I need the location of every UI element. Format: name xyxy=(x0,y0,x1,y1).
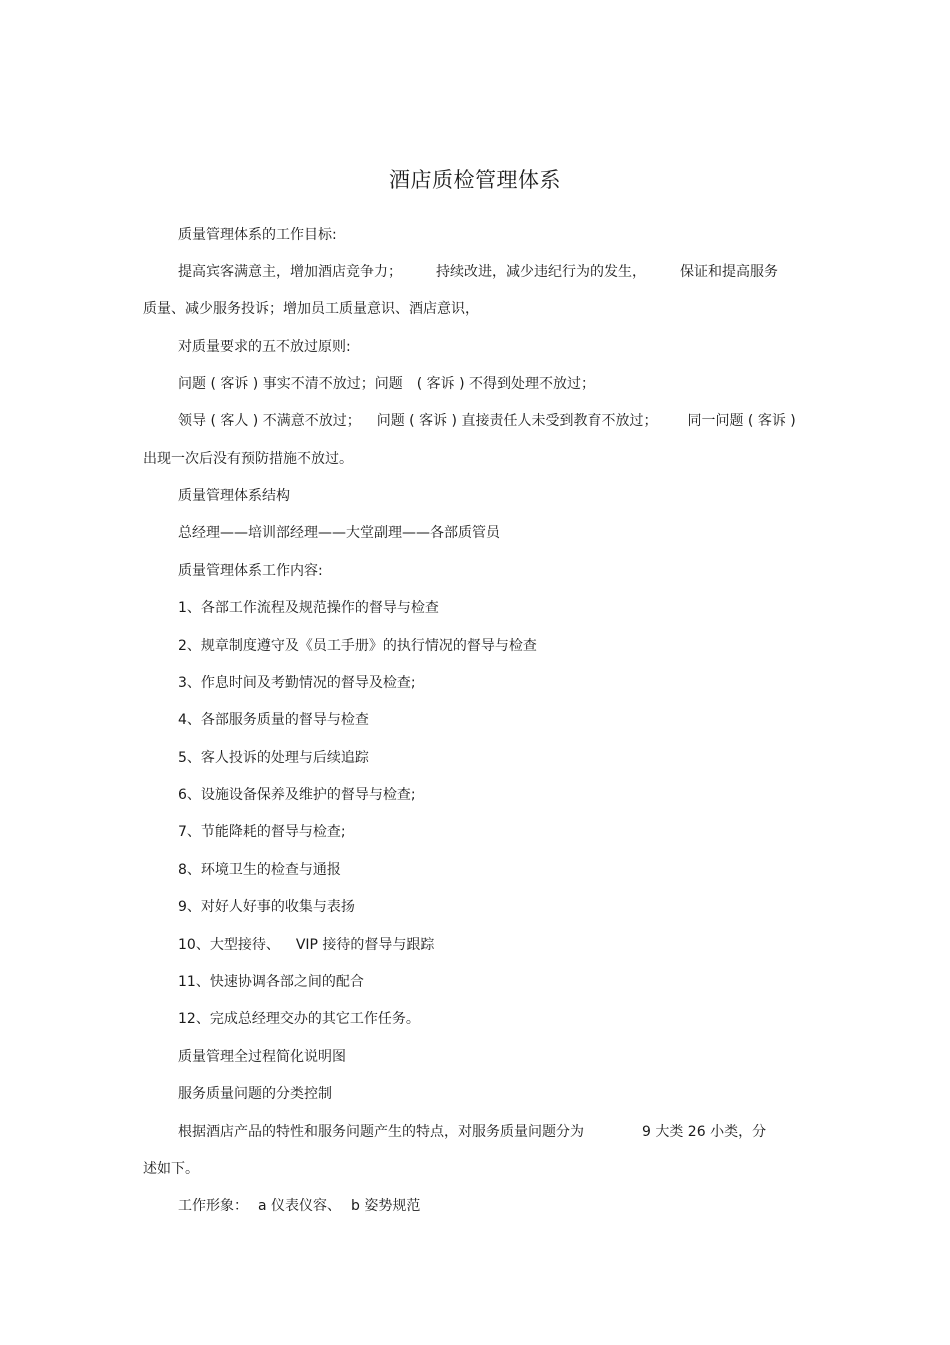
classification-heading: 服务质量问题的分类控制 xyxy=(178,1086,332,1102)
content-item-7: 7、节能降耗的督导与检查; xyxy=(178,824,346,840)
goals-line-1 xyxy=(178,262,778,282)
work-image-line-part-2: a 仪表仪容、 xyxy=(258,1198,342,1214)
work-image-line-part-3: b 姿势规范 xyxy=(351,1198,421,1214)
content-item-4: 4、各部服务质量的督导与检查 xyxy=(178,712,369,728)
classification-line-2: 述如下。 xyxy=(143,1161,199,1177)
goals-line-1-part-3: 保证和提高服务 xyxy=(680,264,778,280)
content-item-10-part-2: VIP 接待的督导与跟踪 xyxy=(295,937,435,953)
principles-line-1-part-2: ( 客诉 ) 不得到处理不放过； xyxy=(416,376,596,392)
document-title: 酒店质检管理体系 xyxy=(389,168,561,192)
flow-heading: 质量管理全过程简化说明图 xyxy=(178,1049,346,1065)
content-heading: 质量管理体系工作内容: xyxy=(178,563,323,579)
classification-line-1-part-2: 9 大类 26 小类，分 xyxy=(642,1124,767,1140)
content-item-10 xyxy=(178,935,434,955)
principles-line-2-part-1: 领导 ( 客人 ) 不满意不放过； xyxy=(178,413,361,429)
goals-heading: 质量管理体系的工作目标: xyxy=(178,227,337,243)
goals-line-2: 质量、减少服务投诉；增加员工质量意识、酒店意识， xyxy=(143,301,479,317)
content-item-2: 2、规章制度遵守及《员工手册》的执行情况的督导与检查 xyxy=(178,638,537,654)
content-item-8: 8、环境卫生的检查与通报 xyxy=(178,862,341,878)
content-item-3: 3、作息时间及考勤情况的督导及检查; xyxy=(178,675,416,691)
goals-line-1-part-1: 提高宾客满意主，增加酒店竞争力； xyxy=(178,264,402,280)
content-item-9: 9、对好人好事的收集与表扬 xyxy=(178,899,355,915)
principles-heading: 对质量要求的五不放过原则: xyxy=(178,339,351,355)
classification-line-1 xyxy=(178,1122,766,1142)
content-item-10-part-1: 10、大型接待、 xyxy=(178,937,280,953)
principles-line-2-part-2: 问题 ( 客诉 ) 直接责任人未受到教育不放过； xyxy=(376,413,658,429)
principles-line-2-part-3: 同一问题 ( 客诉 ) xyxy=(687,413,796,429)
principles-line-1 xyxy=(178,374,595,394)
content-item-12: 12、完成总经理交办的其它工作任务。 xyxy=(178,1011,420,1027)
principles-line-3: 出现一次后没有预防措施不放过。 xyxy=(143,451,353,467)
content-item-11: 11、快速协调各部之间的配合 xyxy=(178,974,364,990)
principles-line-1-part-1: 问题 ( 客诉 ) 事实不清不放过；问题 xyxy=(178,376,403,392)
content-item-5: 5、客人投诉的处理与后续追踪 xyxy=(178,750,369,766)
classification-line-1-part-1: 根据酒店产品的特性和服务问题产生的特点，对服务质量问题分为 xyxy=(178,1124,584,1140)
content-item-1: 1、各部工作流程及规范操作的督导与检查 xyxy=(178,600,439,616)
structure-chain: 总经理——培训部经理——大堂副理——各部质管员 xyxy=(178,525,500,541)
work-image-line-part-1: 工作形象： xyxy=(178,1198,248,1214)
structure-heading: 质量管理体系结构 xyxy=(178,488,290,504)
goals-line-1-part-2: 持续改进，减少违纪行为的发生， xyxy=(436,264,646,280)
principles-line-2 xyxy=(178,411,796,431)
content-item-6: 6、设施设备保养及维护的督导与检查; xyxy=(178,787,416,803)
work-image-line xyxy=(178,1196,420,1216)
